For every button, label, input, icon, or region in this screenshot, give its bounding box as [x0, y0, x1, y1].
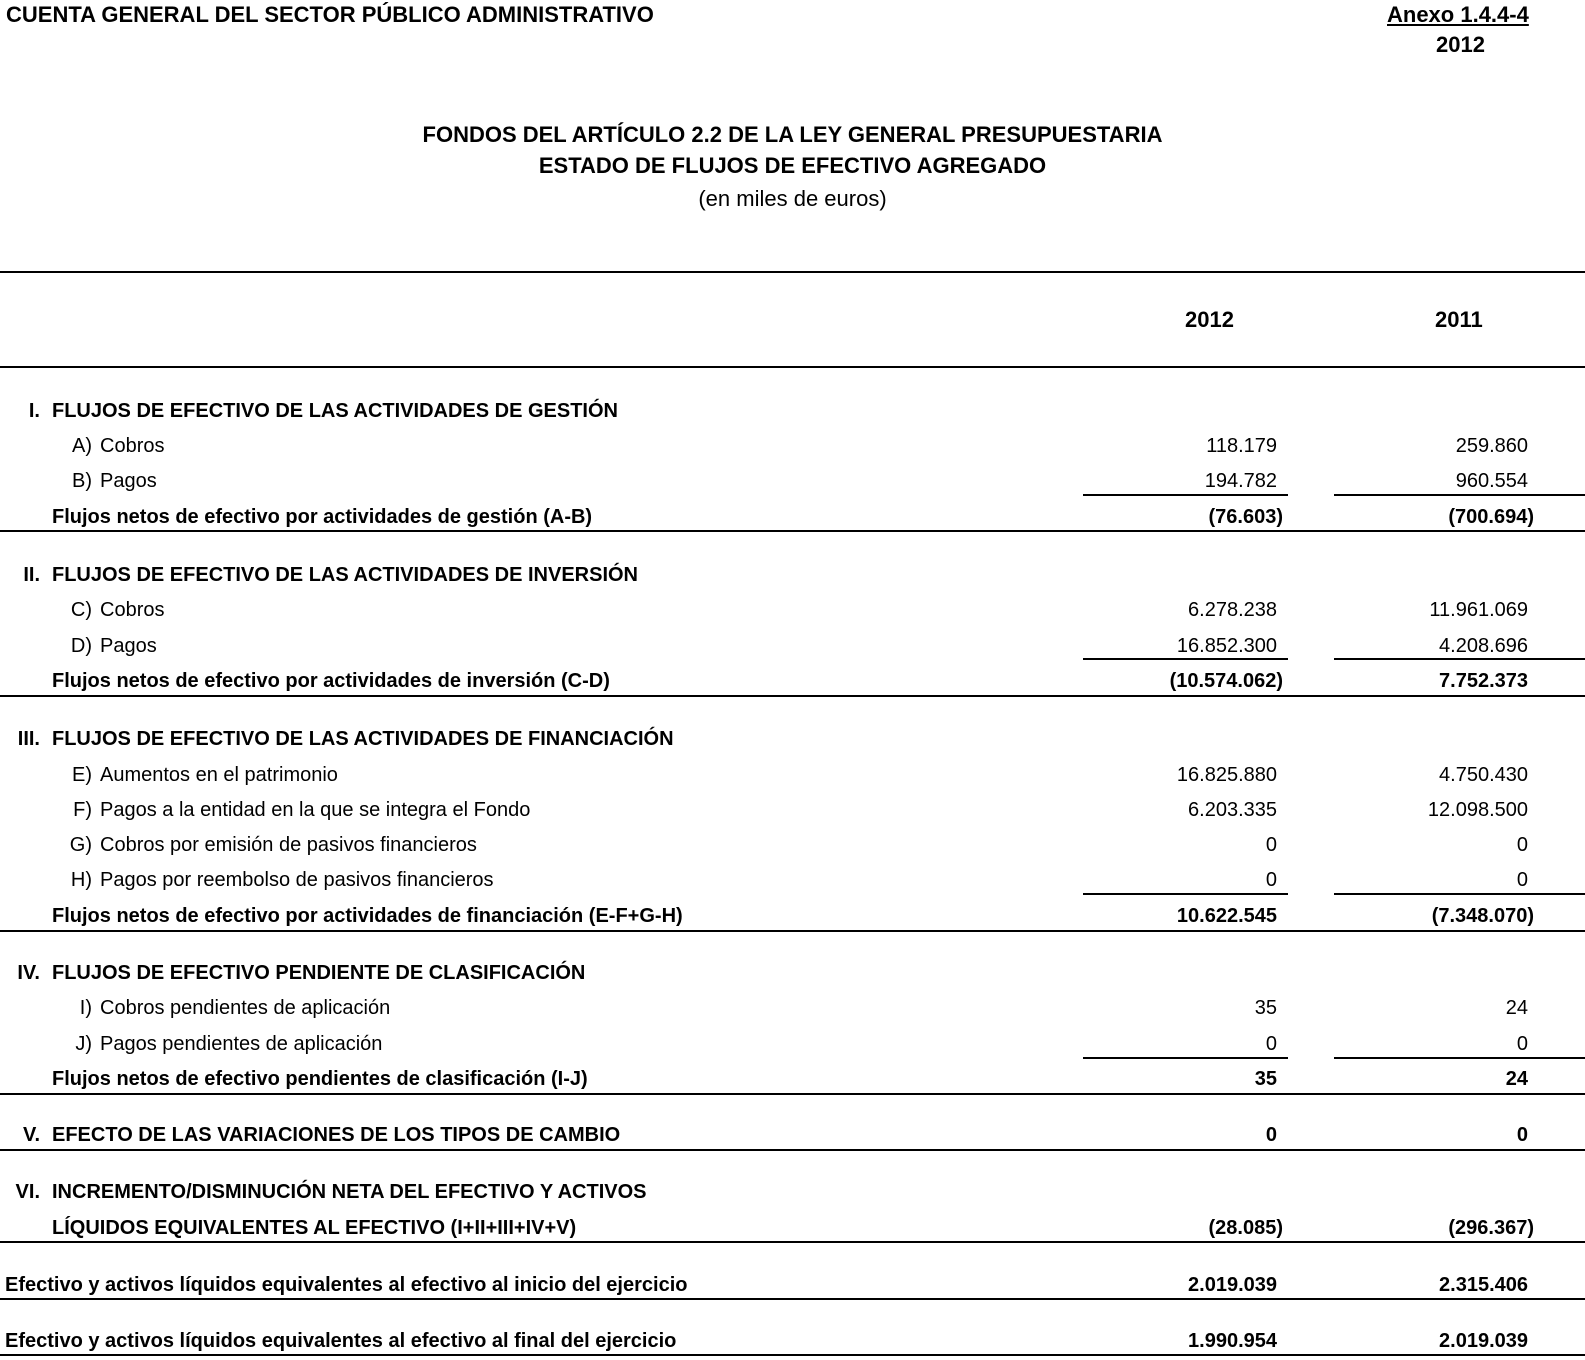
item-label: Pagos	[100, 470, 157, 492]
total-value-2011: (700.694)	[1448, 506, 1534, 528]
table-row	[0, 799, 1585, 829]
value-2011: 4.208.696	[1439, 635, 1528, 657]
value-2012: 0	[1265, 834, 1277, 856]
report-header-title: CUENTA GENERAL DEL SECTOR PÚBLICO ADMINISTRATIVO	[6, 2, 654, 27]
value-2011: 0	[1516, 1033, 1528, 1055]
section-heading	[0, 400, 1585, 430]
closing-value-2012: 1.990.954	[1188, 1330, 1277, 1352]
opening-value-2012: 2.019.039	[1188, 1274, 1277, 1296]
table-row	[0, 834, 1585, 864]
section-number: I.	[28, 400, 40, 422]
document-title: FONDOS DEL ARTÍCULO 2.2 DE LA LEY GENERAL PRESUPUESTARIA	[422, 122, 1163, 147]
value-2011: 0	[1516, 834, 1528, 856]
subtotal-rule-2012	[1083, 494, 1288, 496]
annex-reference: Anexo 1.4.4-4	[1387, 2, 1529, 27]
item-letter: C)	[70, 599, 92, 621]
opening-balance-label: Efectivo y activos líquidos equivalentes al efectivo al inicio del ejercicio	[5, 1274, 688, 1296]
item-label: Pagos	[100, 635, 157, 657]
total-value-2012: (10.574.062)	[1169, 670, 1283, 692]
section-rule	[0, 530, 1585, 532]
value-2011: 4.750.430	[1439, 764, 1528, 786]
section-rule	[0, 1298, 1585, 1300]
subtotal-rule-2012	[1083, 658, 1288, 660]
section-heading	[0, 728, 1585, 758]
item-letter: F)	[73, 799, 92, 821]
section-title: FLUJOS DE EFECTIVO DE LAS ACTIVIDADES DE INVERSIÓN	[52, 564, 638, 586]
value-2012: 0	[1265, 869, 1277, 891]
table-row	[0, 997, 1585, 1027]
subtotal-rule-2012	[1083, 893, 1288, 895]
item-label: Pagos por reembolso de pasivos financieros	[100, 869, 494, 891]
section-heading	[0, 962, 1585, 992]
total-value-2012: (28.085)	[1208, 1217, 1283, 1239]
table-row	[0, 764, 1585, 794]
total-value-2012: 10.622.545	[1176, 905, 1277, 927]
section-rule	[0, 1149, 1585, 1151]
value-2012: 16.852.300	[1176, 635, 1277, 657]
document-subtitle: ESTADO DE FLUJOS DE EFECTIVO AGREGADO	[538, 153, 1047, 178]
value-2011: 960.554	[1455, 470, 1528, 492]
section-rule	[0, 930, 1585, 932]
total-label: Flujos netos de efectivo por actividades de gestión (A-B)	[52, 506, 593, 528]
table-top-rule	[0, 271, 1585, 273]
header-bottom-rule	[0, 366, 1585, 368]
value-2012: 16.825.880	[1176, 764, 1277, 786]
total-value-2011: (7.348.070)	[1431, 905, 1534, 927]
item-letter: B)	[72, 470, 92, 492]
value-2012: 118.179	[1206, 435, 1277, 457]
value-2012: 0	[1265, 1124, 1277, 1146]
value-2011: 11.961.069	[1429, 599, 1528, 621]
table-row	[0, 635, 1585, 665]
total-label: Flujos netos de efectivo por actividades de inversión (C-D)	[52, 670, 610, 692]
table-bottom-rule	[0, 1354, 1585, 1356]
section-number: IV.	[17, 962, 40, 984]
column-header-2012: 2012	[1185, 307, 1234, 332]
value-2012: 0	[1265, 1033, 1277, 1055]
section-number: III.	[17, 728, 40, 750]
section-rule	[0, 1241, 1585, 1243]
value-2012: 6.278.238	[1188, 599, 1277, 621]
item-letter: A)	[72, 435, 92, 457]
section-number: VI.	[15, 1181, 40, 1203]
subtotal-rule-2011	[1334, 658, 1585, 660]
item-letter: J)	[75, 1033, 92, 1055]
opening-value-2011: 2.315.406	[1439, 1274, 1528, 1296]
column-header-2011: 2011	[1435, 307, 1483, 332]
total-value-2011: 7.752.373	[1439, 670, 1528, 692]
units-note: (en miles de euros)	[698, 186, 887, 211]
section-title: FLUJOS DE EFECTIVO DE LAS ACTIVIDADES DE GESTIÓN	[52, 400, 618, 422]
item-letter: D)	[70, 635, 92, 657]
item-letter: G)	[69, 834, 92, 856]
section-heading	[0, 564, 1585, 594]
annex-year: 2012	[1436, 32, 1485, 57]
section-number: V.	[22, 1124, 40, 1146]
total-label: Flujos netos de efectivo por actividades de financiación (E-F+G-H)	[52, 905, 683, 927]
section-title-continued: LÍQUIDOS EQUIVALENTES AL EFECTIVO (I+II+III+IV+V)	[52, 1217, 577, 1239]
total-value-2011: 24	[1505, 1068, 1528, 1090]
item-label: Cobros	[100, 435, 165, 457]
subtotal-rule-2012	[1083, 1057, 1288, 1059]
item-label: Cobros	[100, 599, 165, 621]
value-2011: 24	[1505, 997, 1528, 1019]
section-title: FLUJOS DE EFECTIVO DE LAS ACTIVIDADES DE FINANCIACIÓN	[52, 728, 674, 750]
total-value-2011: (296.367)	[1448, 1217, 1534, 1239]
section-number: II.	[23, 564, 40, 586]
item-label: Cobros pendientes de aplicación	[100, 997, 391, 1019]
section-heading	[0, 1181, 1585, 1211]
closing-balance-label: Efectivo y activos líquidos equivalentes al efectivo al final del ejercicio	[5, 1330, 677, 1352]
item-label: Aumentos en el patrimonio	[100, 764, 338, 786]
item-label: Cobros por emisión de pasivos financieros	[100, 834, 477, 856]
table-row	[0, 599, 1585, 629]
item-letter: H)	[70, 869, 92, 891]
subtotal-rule-2011	[1334, 494, 1585, 496]
section-rule	[0, 1093, 1585, 1095]
value-2011: 0	[1516, 1124, 1528, 1146]
value-2012: 6.203.335	[1188, 799, 1277, 821]
total-value-2012: 35	[1254, 1068, 1277, 1090]
closing-value-2011: 2.019.039	[1439, 1330, 1528, 1352]
table-row	[0, 435, 1585, 465]
section-rule	[0, 695, 1585, 697]
item-label: Pagos pendientes de aplicación	[100, 1033, 383, 1055]
item-letter: I)	[79, 997, 92, 1019]
subtotal-rule-2011	[1334, 893, 1585, 895]
value-2011: 0	[1516, 869, 1528, 891]
section-title: FLUJOS DE EFECTIVO PENDIENTE DE CLASIFICACIÓN	[52, 962, 586, 984]
total-label: Flujos netos de efectivo pendientes de clasificación (I-J)	[52, 1068, 588, 1090]
item-letter: E)	[72, 764, 92, 786]
value-2011: 12.098.500	[1427, 799, 1528, 821]
value-2012: 194.782	[1204, 470, 1277, 492]
value-2012: 35	[1254, 997, 1277, 1019]
section-title: EFECTO DE LAS VARIACIONES DE LOS TIPOS DE CAMBIO	[52, 1124, 621, 1146]
section-title: INCREMENTO/DISMINUCIÓN NETA DEL EFECTIVO Y ACTIVOS	[52, 1181, 647, 1203]
value-2011: 259.860	[1455, 435, 1528, 457]
total-value-2012: (76.603)	[1208, 506, 1283, 528]
subtotal-rule-2011	[1334, 1057, 1585, 1059]
item-label: Pagos a la entidad en la que se integra el Fondo	[100, 799, 531, 821]
